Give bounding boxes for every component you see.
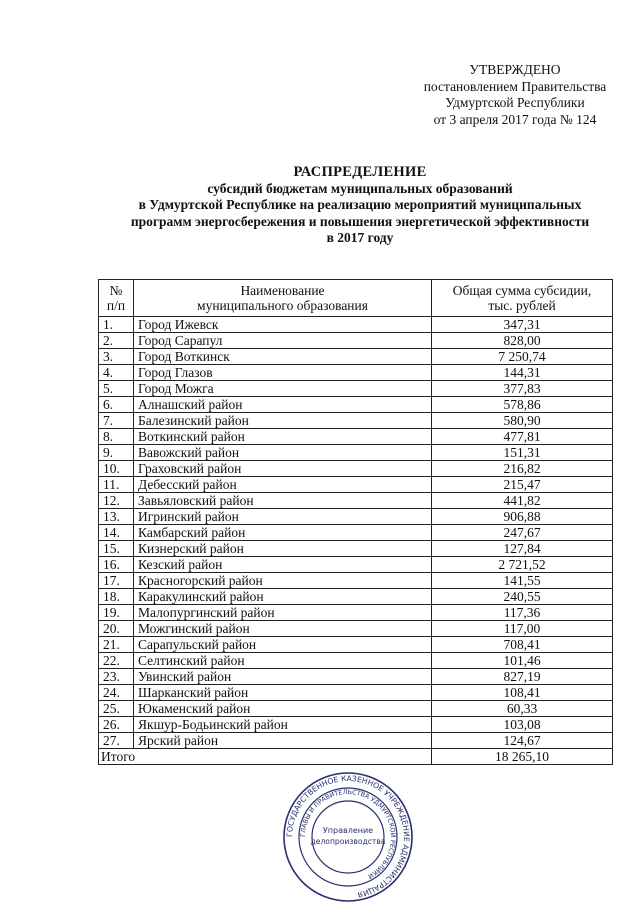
row-number: 10. [99,461,134,477]
approval-title: УТВЕРЖДЕНО [469,62,561,77]
table-row [99,445,613,461]
row-number: 26. [99,717,134,733]
row-number: 18. [99,589,134,605]
row-sum: 580,90 [432,413,613,429]
header-number-line1: № [109,282,123,298]
table-row [99,733,613,749]
approval-line: Удмуртской Республики [445,95,585,110]
table-row [99,621,613,637]
table-row [99,589,613,605]
heading-year: в 2017 году [326,230,394,245]
row-municipality: Город Ижевск [134,317,432,333]
row-municipality: Ярский район [134,733,432,749]
row-sum: 377,83 [432,381,613,397]
row-number: 17. [99,573,134,589]
stamp-inner-textpath: ГЛАВЫ И ПРАВИТЕЛЬСТВА УДМУРТСКОЙ РЕСПУБЛИКИ [298,787,398,881]
table-row [99,525,613,541]
row-municipality: Юкаменский район [134,701,432,717]
row-sum: 144,31 [432,365,613,381]
row-municipality: Алнашский район [134,397,432,413]
row-sum: 124,67 [432,733,613,749]
stamp-center-line1: Управление [322,826,374,835]
row-municipality: Игринский район [134,509,432,525]
total-row [99,749,613,765]
row-municipality: Красногорский район [134,573,432,589]
row-municipality: Малопургинский район [134,605,432,621]
table-row [99,669,613,685]
row-number: 1. [99,317,134,333]
table-row [99,493,613,509]
row-number: 9. [99,445,134,461]
table-row [99,685,613,701]
row-sum: 216,82 [432,461,613,477]
row-sum: 347,31 [432,317,613,333]
row-number: 13. [99,509,134,525]
row-municipality: Кезский район [134,557,432,573]
row-municipality: Город Сарапул [134,333,432,349]
header-sum [432,280,613,317]
row-number: 15. [99,541,134,557]
row-municipality: Воткинский район [134,429,432,445]
row-municipality: Дебесский район [134,477,432,493]
row-municipality: Шарканский район [134,685,432,701]
row-municipality: Завьяловский район [134,493,432,509]
row-municipality: Балезинский район [134,413,432,429]
table-row [99,365,613,381]
row-number: 4. [99,365,134,381]
document-heading [95,164,625,247]
table-row [99,605,613,621]
header-municipality-line2: муниципального образования [197,298,368,313]
row-sum: 103,08 [432,717,613,733]
stamp-outer-textpath: ГОСУДАРСТВЕННОЕ КАЗЕННОЕ УЧРЕЖДЕНИЕ АДМИНИСТРАЦИЯ [284,773,412,900]
row-number: 27. [99,733,134,749]
approval-line: постановлением Правительства [423,78,607,94]
approval-block [410,62,620,128]
row-number: 16. [99,557,134,573]
total-label: Итого [99,749,432,765]
row-number: 19. [99,605,134,621]
row-sum: 151,31 [432,445,613,461]
row-municipality: Граховский район [134,461,432,477]
approval-date: от 3 апреля 2017 года № 124 [433,111,597,127]
row-number: 6. [99,397,134,413]
table-row [99,573,613,589]
row-number: 24. [99,685,134,701]
header-number-line2: п/п [106,298,126,313]
table-row [99,349,613,365]
row-number: 11. [99,477,134,493]
table-row [99,717,613,733]
row-sum: 101,46 [432,653,613,669]
heading-line: субсидий бюджетам муниципальных образований [207,180,513,196]
row-sum: 240,55 [432,589,613,605]
row-municipality: Кизнерский район [134,541,432,557]
table-row [99,557,613,573]
row-sum: 441,82 [432,493,613,509]
row-sum: 906,88 [432,509,613,525]
heading-line: программ энергосбережения и повышения энергетической эффективности [130,213,590,229]
table-row [99,509,613,525]
table-row [99,461,613,477]
row-sum: 117,00 [432,621,613,637]
row-sum: 215,47 [432,477,613,493]
row-number: 8. [99,429,134,445]
row-municipality: Якшур-Бодьинский район [134,717,432,733]
row-number: 14. [99,525,134,541]
stamp-center-line2: делопроизводства [310,837,386,846]
row-sum: 127,84 [432,541,613,557]
table-row [99,413,613,429]
row-sum: 141,55 [432,573,613,589]
row-number: 5. [99,381,134,397]
row-number: 12. [99,493,134,509]
row-municipality: Каракулинский район [134,589,432,605]
header-municipality-line1: Наименование [240,282,325,298]
row-municipality: Камбарский район [134,525,432,541]
table-row [99,541,613,557]
row-sum: 827,19 [432,669,613,685]
heading-line: в Удмуртской Республике на реализацию мероприятий муниципальных [138,197,582,212]
row-number: 7. [99,413,134,429]
row-sum: 2 721,52 [432,557,613,573]
row-number: 20. [99,621,134,637]
table-row [99,429,613,445]
row-municipality: Можгинский район [134,621,432,637]
row-number: 21. [99,637,134,653]
row-number: 25. [99,701,134,717]
seal-stamp [282,771,414,903]
row-number: 22. [99,653,134,669]
header-municipality [134,280,432,317]
table-row [99,333,613,349]
row-municipality: Город Можга [134,381,432,397]
table-row [99,397,613,413]
row-municipality: Селтинский район [134,653,432,669]
header-sum-line1: Общая сумма субсидии, [452,282,592,298]
row-sum: 117,36 [432,605,613,621]
header-number [99,280,134,317]
table-header-row [99,280,613,317]
table-row [99,317,613,333]
table-row [99,477,613,493]
row-municipality: Вавожский район [134,445,432,461]
row-number: 3. [99,349,134,365]
row-municipality: Город Воткинск [134,349,432,365]
table-row [99,701,613,717]
row-sum: 828,00 [432,333,613,349]
row-sum: 60,33 [432,701,613,717]
row-sum: 7 250,74 [432,349,613,365]
row-number: 23. [99,669,134,685]
row-number: 2. [99,333,134,349]
row-municipality: Увинский район [134,669,432,685]
row-sum: 708,41 [432,637,613,653]
row-municipality: Город Глазов [134,365,432,381]
table-row [99,381,613,397]
table-row [99,637,613,653]
document-title: РАСПРЕДЕЛЕНИЕ [293,164,427,180]
row-sum: 578,86 [432,397,613,413]
row-sum: 477,81 [432,429,613,445]
total-sum: 18 265,10 [432,749,613,765]
table-row [99,653,613,669]
row-sum: 108,41 [432,685,613,701]
row-sum: 247,67 [432,525,613,541]
distribution-table [98,279,613,765]
header-sum-line2: тыс. рублей [488,298,556,313]
row-municipality: Сарапульский район [134,637,432,653]
